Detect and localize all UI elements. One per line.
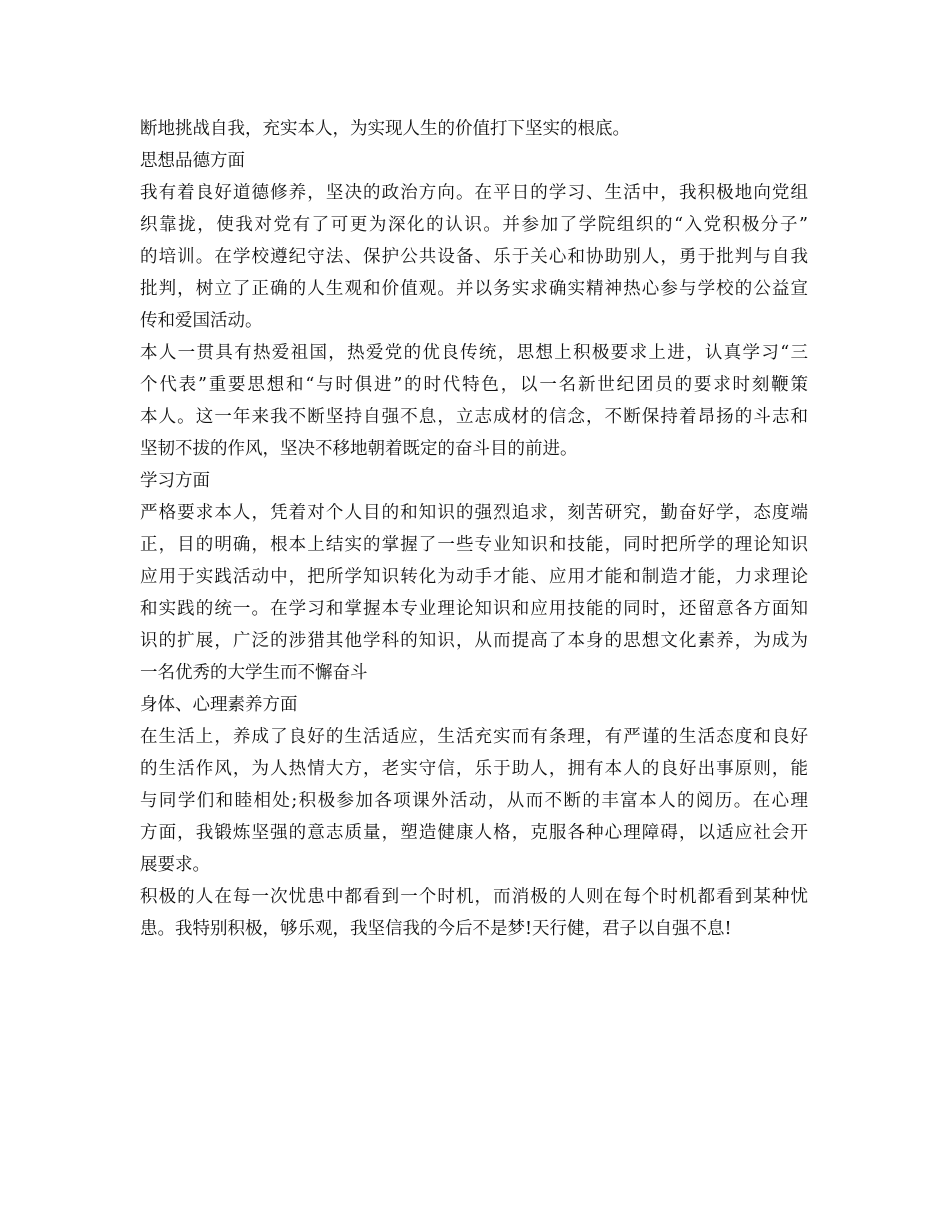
section-heading: 思想品德方面 [140, 151, 245, 171]
text-line: 批判，树立了正确的人生观和价值观。并以务实求确实精神热心参与学校的公益宣 [140, 279, 808, 299]
text-line: 严格要求本人，凭着对个人目的和知识的强烈追求，刻苦研究，勤奋好学，态度端 [140, 503, 808, 523]
text-line: 应用于实践活动中，把所学知识转化为动手才能、应用才能和制造才能，力求理论 [140, 567, 808, 587]
text-line: 本人一贯具有热爱祖国，热爱党的优良传统，思想上积极要求上进，认真学习“三 [140, 343, 808, 363]
text-line: 断地挑战自我，充实本人，为实现人生的价值打下坚实的根底。 [140, 119, 630, 139]
text-line: 展要求。 [140, 855, 210, 875]
text-line: 与同学们和睦相处;积极参加各项课外活动，从而不断的丰富本人的阅历。在心理 [140, 791, 808, 811]
text-line: 织靠拢，使我对党有了可更为深化的认识。并参加了学院组织的“入党积极分子” [140, 215, 808, 235]
text-line: 识的扩展，广泛的涉猎其他学科的知识，从而提高了本身的思想文化素养，为成为 [140, 631, 808, 651]
text-line: 我有着良好道德修养，坚决的政治方向。在平日的学习、生活中，我积极地向党组 [140, 183, 808, 203]
text-line: 积极的人在每一次忧患中都看到一个时机，而消极的人则在每个时机都看到某种忧 [140, 887, 808, 907]
text-line: 在生活上，养成了良好的生活适应，生活充实而有条理，有严谨的生活态度和良好 [140, 727, 808, 747]
text-line: 正，目的明确，根本上结实的掌握了一些专业知识和技能，同时把所学的理论知识 [140, 535, 808, 555]
text-line: 的生活作风，为人热情大方，老实守信，乐于助人，拥有本人的良好出事原则，能 [140, 759, 808, 779]
text-line: 传和爱国活动。 [140, 311, 263, 331]
section-heading: 身体、心理素养方面 [140, 695, 298, 715]
text-line: 坚韧不拔的作风，坚决不移地朝着既定的奋斗目的前进。 [140, 439, 578, 459]
document-body [140, 113, 820, 945]
text-line: 的培训。在学校遵纪守法、保护公共设备、乐于关心和协助别人，勇于批判与自我 [140, 247, 808, 267]
text-line: 方面，我锻炼坚强的意志质量，塑造健康人格，克服各种心理障碍，以适应社会开 [140, 823, 808, 843]
text-line: 本人。这一年来我不断坚持自强不息，立志成材的信念，不断保持着昂扬的斗志和 [140, 407, 808, 427]
text-line: 个代表”重要思想和“与时俱进”的时代特色，以一名新世纪团员的要求时刻鞭策 [140, 375, 808, 395]
text-line: 患。我特别积极，够乐观，我坚信我的今后不是梦!天行健，君子以自强不息! [140, 919, 732, 939]
text-line: 一名优秀的大学生而不懈奋斗 [140, 663, 368, 683]
text-line: 和实践的统一。在学习和掌握本专业理论知识和应用技能的同时，还留意各方面知 [140, 599, 808, 619]
section-heading: 学习方面 [140, 471, 210, 491]
